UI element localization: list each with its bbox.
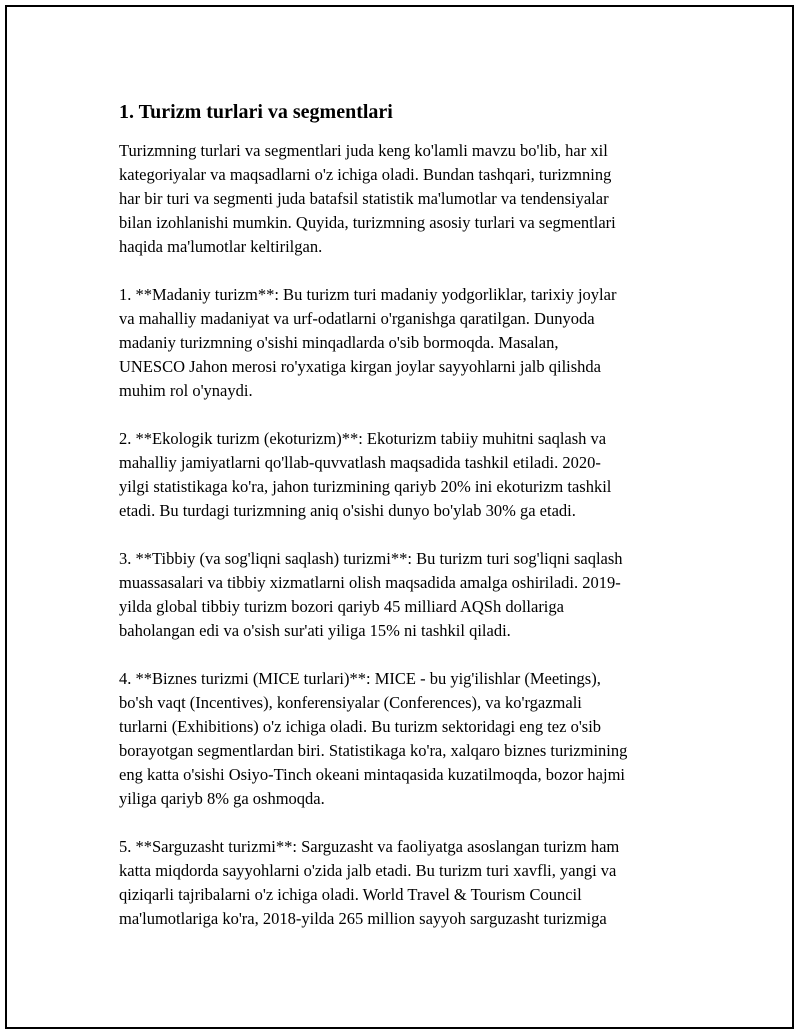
document-body [119,99,699,955]
text-line: 2. **Ekologik turizm (ekoturizm)**: Ekoturizm tabiiy muhitni saqlash va [119,429,607,448]
text-line: muassasalari va tibbiy xizmatlarni olish maqsadida amalga oshiriladi. 2019- [119,573,621,592]
text-line: haqida ma'lumotlar keltirilgan. [119,237,323,256]
paragraph [119,547,699,643]
text-line: qiziqarli tajribalarni o'z ichiga oladi. World Travel & Tourism Council [119,885,582,904]
page-frame [5,5,794,1029]
paragraphs-container [119,139,699,931]
text-line: va mahalliy madaniyat va urf-odatlarni o'rganishga qaratilgan. Dunyoda [119,309,595,328]
paragraph [119,283,699,403]
text-line: yilda global tibbiy turizm bozori qariyb 45 milliard AQSh dollariga [119,597,564,616]
text-line: 4. **Biznes turizmi (MICE turlari)**: MICE - bu yig'ilishlar (Meetings), [119,669,601,688]
text-line: har bir turi va segmenti juda batafsil statistik ma'lumotlar va tendensiyalar [119,189,609,208]
text-line: bo'sh vaqt (Incentives), konferensiyalar (Conferences), va ko'rgazmali [119,693,582,712]
text-line: Turizmning turlari va segmentlari juda keng ko'lamli mavzu bo'lib, har xil [119,141,608,160]
text-line: turlarni (Exhibitions) o'z ichiga oladi. Bu turizm sektoridagi eng tez o'sib [119,717,602,736]
text-line: 1. **Madaniy turizm**: Bu turizm turi madaniy yodgorliklar, tarixiy joylar [119,285,617,304]
text-line: ma'lumotlariga ko'ra, 2018-yilda 265 million sayyoh sarguzasht turizmiga [119,909,607,928]
text-line: eng katta o'sishi Osiyo-Tinch okeani mintaqasida kuzatilmoqda, bozor hajmi [119,765,625,784]
text-line: yilgi statistikaga ko'ra, jahon turizmining qariyb 20% ini ekoturizm tashkil [119,477,612,496]
section-heading: 1. Turizm turlari va segmentlari [119,101,393,123]
text-line: mahalliy jamiyatlarni qo'llab-quvvatlash maqsadida tashkil etiladi. 2020- [119,453,601,472]
text-line: borayotgan segmentlardan biri. Statistikaga ko'ra, xalqaro biznes turizmining [119,741,628,760]
text-line: baholangan edi va o'sish sur'ati yiliga 15% ni tashkil qiladi. [119,621,511,640]
text-line: katta miqdorda sayyohlarni o'zida jalb etadi. Bu turizm turi xavfli, yangi va [119,861,617,880]
paragraph [119,667,699,811]
paragraph [119,427,699,523]
text-line: madaniy turizmning o'sishi minqadlarda o'sib bormoqda. Masalan, [119,333,559,352]
text-line: UNESCO Jahon merosi ro'yxatiga kirgan joylar sayyohlarni jalb qilishda [119,357,602,376]
text-line: etadi. Bu turdagi turizmning aniq o'sishi dunyo bo'ylab 30% ga etadi. [119,501,576,520]
text-line: bilan izohlanishi mumkin. Quyida, turizmning asosiy turlari va segmentlari [119,213,616,232]
text-line: 3. **Tibbiy (va sog'liqni saqlash) turizmi**: Bu turizm turi sog'liqni saqlash [119,549,623,568]
paragraph [119,139,699,259]
paragraph [119,835,699,931]
text-line: kategoriyalar va maqsadlarni o'z ichiga oladi. Bundan tashqari, turizmning [119,165,612,184]
text-line: yiliga qariyb 8% ga oshmoqda. [119,789,325,808]
text-line: 5. **Sarguzasht turizmi**: Sarguzasht va faoliyatga asoslangan turizm ham [119,837,620,856]
text-line: muhim rol o'ynaydi. [119,381,253,400]
